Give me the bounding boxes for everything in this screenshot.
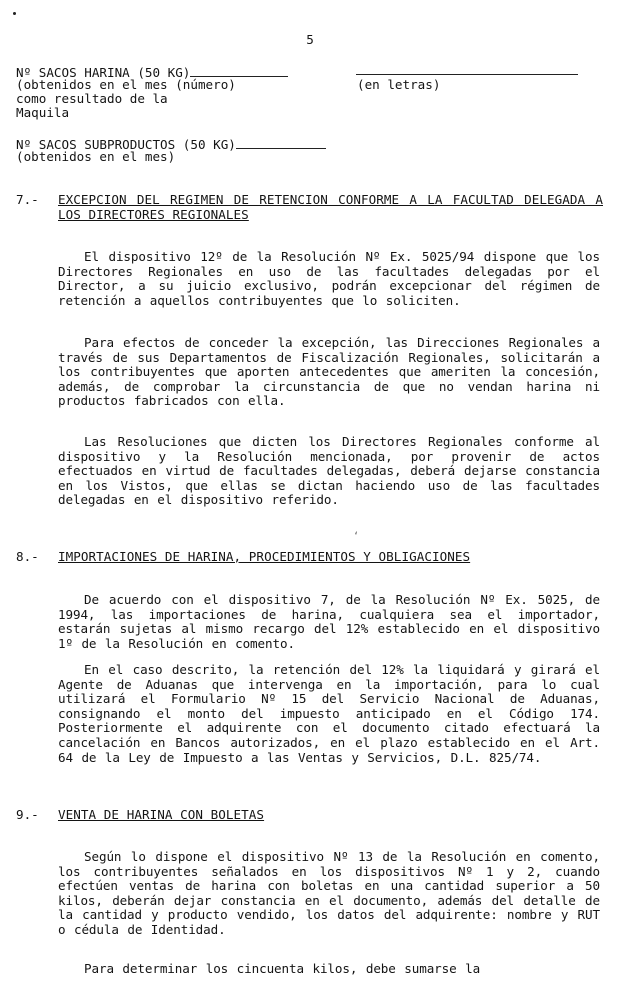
sacos-sub-sub-label: (obtenidos en el mes): [16, 149, 176, 164]
sacos-harina-sub-label: (obtenidos en el mes (número): [16, 77, 236, 92]
sacos-sub-line: [236, 136, 326, 149]
section-7-paragraph-1: El dispositivo 12º de la Resolución Nº Ex. 5025/94 dispone que los Directores Regionales en uso de las facultades delegadas por el Director, a su juicio exclusivo, podrán excepcionar del régimen de retención a aquellos contribuyentes que lo soliciten.: [58, 249, 600, 308]
sacos-harina-number-line: [190, 64, 288, 77]
sacos-harina-label: Nº SACOS HARINA (50 KG): [16, 65, 191, 80]
section-8-paragraph-1: De acuerdo con el dispositivo 7, de la Resolución Nº Ex. 5025, de 1994, las importaciones de harina, cualquiera sea el importador, estarán sujetas al mismo recargo del 12% establecido en el dispositivo 1º de la Resolución en comento.: [58, 592, 600, 651]
section-9-title: VENTA DE HARINA CON BOLETAS: [58, 807, 265, 822]
sacos-harina-letters-label: (en letras): [357, 77, 441, 92]
section-8-number: 8.-: [16, 549, 39, 564]
section-9-paragraph-2: Para determinar los cincuenta kilos, debe sumarse la: [84, 961, 481, 976]
sacos-harina-result-line2: Maquila: [16, 105, 70, 120]
scan-mark: ‘: [353, 531, 360, 542]
page-number: 5: [306, 32, 314, 47]
sacos-sub-label: Nº SACOS SUBPRODUCTOS (50 KG): [16, 137, 236, 152]
section-8-paragraph-2: En el caso descrito, la retención del 12% la liquidará y girará el Agente de Aduanas que intervenga en la importación, para lo cual utilizará el Formulario Nº 15 del Servicio Nacional de Aduanas, consignando el monto del impuesto anticipado en el Código 174. Posteriormente el adquirente con el documento citado efectuará la cancelación en Bancos autorizados, en el plazo establecido en el Art. 64 de la Ley de Impuesto a las Ventas y Servicios, D.L. 825/74.: [58, 662, 600, 765]
section-7-paragraph-3: Las Resoluciones que dicten los Directores Regionales conforme al dispositivo y la Resolución mencionada, por provenir de actos efectuados en virtud de facultades delegadas, deberá dejarse constancia en los Vistos, que ellas se dictan haciendo uso de las facultades delegadas en el dispositivo referido.: [58, 434, 600, 508]
section-9-number: 9.-: [16, 807, 39, 822]
section-7-number: 7.-: [16, 192, 39, 207]
section-9-paragraph-1: Según lo dispone el dispositivo Nº 13 de la Resolución en comento, los contribuyentes señalados en los dispositivos Nº 1 y 2, cuando efectúen ventas de harina con boletas en una cantidad superior a 50 kilos, deberán dejar constancia en el documento, además del detalle de la cantidad y producto vendido, los datos del adquirente: nombre y RUT o cédula de Identidad.: [58, 849, 600, 937]
sacos-harina-result-line1: como resultado de la: [16, 91, 168, 106]
section-8-title: IMPORTACIONES DE HARINA, PROCEDIMIENTOS Y OBLIGACIONES: [58, 549, 471, 564]
page-speck: [13, 12, 16, 15]
section-7-paragraph-2: Para efectos de conceder la excepción, las Direcciones Regionales a través de sus Departamentos de Fiscalización Regionales, solicitarán a los contribuyentes que aporten antecedentes que ameriten la concesión, además, de comprobar la circunstancia de que no vendan harina ni productos fabricados con ella.: [58, 335, 600, 409]
section-7-title: EXCEPCION DEL REGIMEN DE RETENCION CONFORME A LA FACULTAD DELEGADA A LOS DIRECTORES REGIONALES: [58, 192, 603, 222]
sacos-harina-letters-line: [356, 62, 578, 75]
